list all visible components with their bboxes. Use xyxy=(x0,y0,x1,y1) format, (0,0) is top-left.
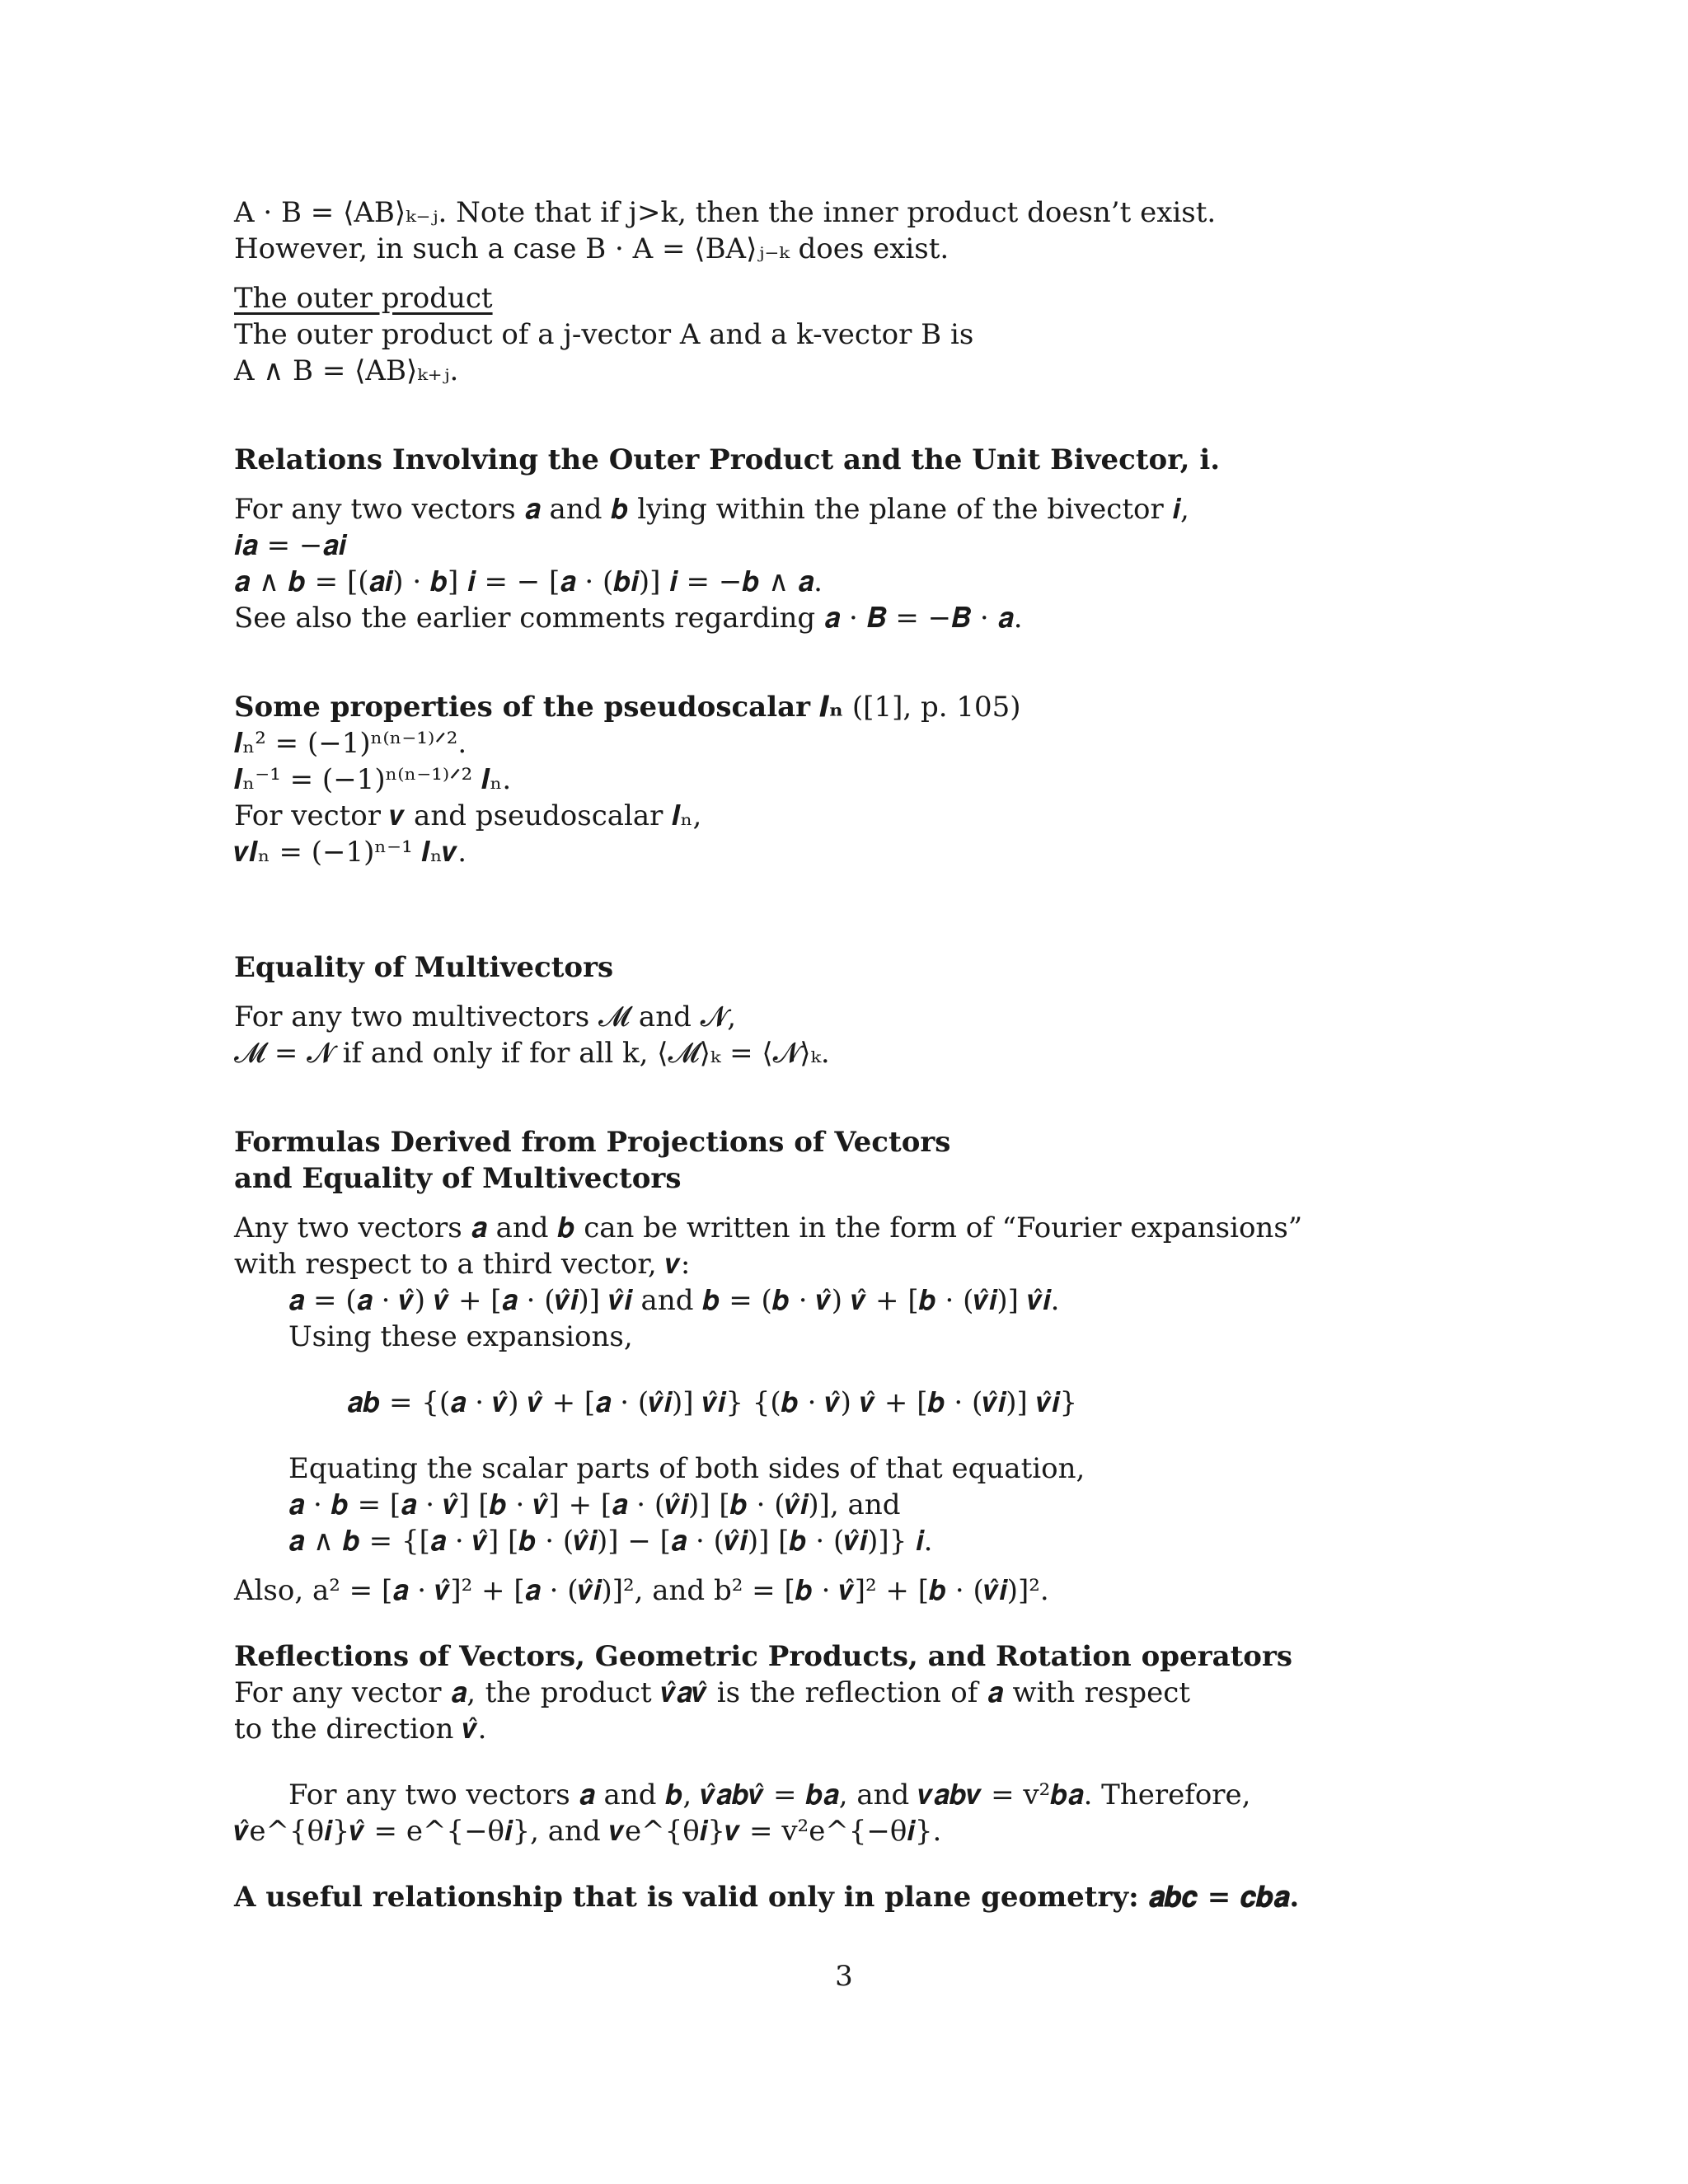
formulas-display-equation: 𝒂𝒃 = {(𝒂 · 𝒗̂) 𝒗̂ + [𝒂 · (𝒗̂𝒊)] 𝒗̂𝒊} {(𝒃 · 𝒗̂) 𝒗̂ + [𝒃 · (𝒗̂𝒊)] 𝒗̂𝒊} xyxy=(346,1386,1078,1419)
formulas-line-7: 𝒂 ∧ 𝒃 = {[𝒂 · 𝒗̂] [𝒃 · (𝒗̂𝒊)] − [𝒂 · (𝒗̂𝒊)] [𝒃 · (𝒗̂𝒊)]} 𝒊. xyxy=(288,1525,933,1558)
equality-heading: Equality of Multivectors xyxy=(234,951,614,984)
equality-line-1: For any two multivectors 𝓜 and 𝓝, xyxy=(234,1001,737,1033)
formulas-heading-1: Formulas Derived from Projections of Vectors xyxy=(234,1126,951,1159)
page-number: 3 xyxy=(835,1960,853,1993)
pseudoscalar-line-3: For vector 𝒗 and pseudoscalar 𝑰ₙ, xyxy=(234,799,702,832)
reflections-line-3: 𝒗̂e^{θ𝒊}𝒗̂ = e^{−θ𝒊}, and 𝒗e^{θ𝒊}𝒗 = v²e^{−θ𝒊}. xyxy=(234,1815,942,1848)
formulas-heading-2: and Equality of Multivectors xyxy=(234,1162,682,1195)
formulas-line-2: with respect to a third vector, 𝒗: xyxy=(234,1248,691,1281)
formulas-line-4: Using these expansions, xyxy=(288,1320,633,1353)
reflections-line-2: For any two vectors 𝒂 and 𝒃, 𝒗̂𝒂𝒃𝒗̂ = 𝒃𝒂, and 𝒗𝒂𝒃𝒗 = v²𝒃𝒂. Therefore, xyxy=(288,1779,1251,1811)
page-content xyxy=(234,194,1303,1915)
formulas-line-3: 𝒂 = (𝒂 · 𝒗̂) 𝒗̂ + [𝒂 · (𝒗̂𝒊)] 𝒗̂𝒊 and 𝒃 = (𝒃 · 𝒗̂) 𝒗̂ + [𝒃 · (𝒗̂𝒊)] 𝒗̂𝒊. xyxy=(288,1284,1060,1317)
pseudoscalar-heading-row xyxy=(234,689,1190,725)
useful-relationship-heading: A useful relationship that is valid only in plane geometry: 𝒂𝒃𝒄 = 𝒄𝒃𝒂. xyxy=(234,1881,1300,1914)
inner-product-line-1: A · B = ⟨AB⟩ₖ₋ⱼ. Note that if j>k, then the inner product doesn’t exist. xyxy=(234,196,1217,229)
formulas-line-5: Equating the scalar parts of both sides of that equation, xyxy=(288,1452,1085,1485)
reflections-paragraph-1: For any vector 𝒂, the product 𝒗̂𝒂𝒗̂ is the reflection of 𝒂 with respect to the direction 𝒗̂. xyxy=(234,1676,1190,1746)
reflections-heading: Reflections of Vectors, Geometric Products, and Rotation operators xyxy=(234,1640,1293,1673)
outer-product-heading: The outer product xyxy=(234,282,493,315)
pseudoscalar-heading: Some properties of the pseudoscalar 𝑰ₙ xyxy=(234,691,844,724)
relations-line-2: 𝒊𝒂 = −𝒂𝒊 xyxy=(234,529,347,562)
relations-line-1: For any two vectors 𝒂 and 𝒃 lying within the plane of the bivector 𝒊, xyxy=(234,493,1189,526)
relations-heading: Relations Involving the Outer Product and the Unit Bivector, i. xyxy=(234,443,1221,476)
formulas-line-6: 𝒂 · 𝒃 = [𝒂 · 𝒗̂] [𝒃 · 𝒗̂] + [𝒂 · (𝒗̂𝒊)] [𝒃 · (𝒗̂𝒊)], and xyxy=(288,1488,901,1521)
outer-product-line-2: A ∧ B = ⟨AB⟩ₖ₊ⱼ. xyxy=(234,354,459,387)
inner-product-line-2: However, in such a case B · A = ⟨BA⟩ⱼ₋ₖ does exist. xyxy=(234,232,950,265)
formulas-line-1: Any two vectors 𝒂 and 𝒃 can be written in the form of “Fourier expansions” xyxy=(234,1212,1303,1244)
pseudoscalar-line-2: 𝑰ₙ⁻¹ = (−1)ⁿ⁽ⁿ⁻¹⁾ᐟ² 𝑰ₙ. xyxy=(234,763,512,796)
pseudoscalar-reference: ([1], p. 105) xyxy=(843,691,1021,724)
outer-product-line-1: The outer product of a j-vector A and a k-vector B is xyxy=(234,318,974,351)
relations-line-3: 𝒂 ∧ 𝒃 = [(𝒂𝒊) · 𝒃] 𝒊 = − [𝒂 · (𝒃𝒊)] 𝒊 = −𝒃 ∧ 𝒂. xyxy=(234,565,823,598)
equality-line-2: 𝓜 = 𝓝 if and only if for all k, ⟨𝓜⟩ₖ = ⟨𝓝⟩ₖ. xyxy=(234,1037,830,1070)
pseudoscalar-line-1: 𝑰ₙ² = (−1)ⁿ⁽ⁿ⁻¹⁾ᐟ². xyxy=(234,727,467,760)
relations-line-4: See also the earlier comments regarding 𝒂 · 𝑩 = −𝑩 · 𝒂. xyxy=(234,602,1023,635)
pseudoscalar-line-4: 𝒗𝑰ₙ = (−1)ⁿ⁻¹ 𝑰ₙ𝒗. xyxy=(234,836,467,869)
formulas-line-8: Also, a² = [𝒂 · 𝒗̂]² + [𝒂 · (𝒗̂𝒊)]², and b² = [𝒃 · 𝒗̂]² + [𝒃 · (𝒗̂𝒊)]². xyxy=(234,1574,1049,1607)
